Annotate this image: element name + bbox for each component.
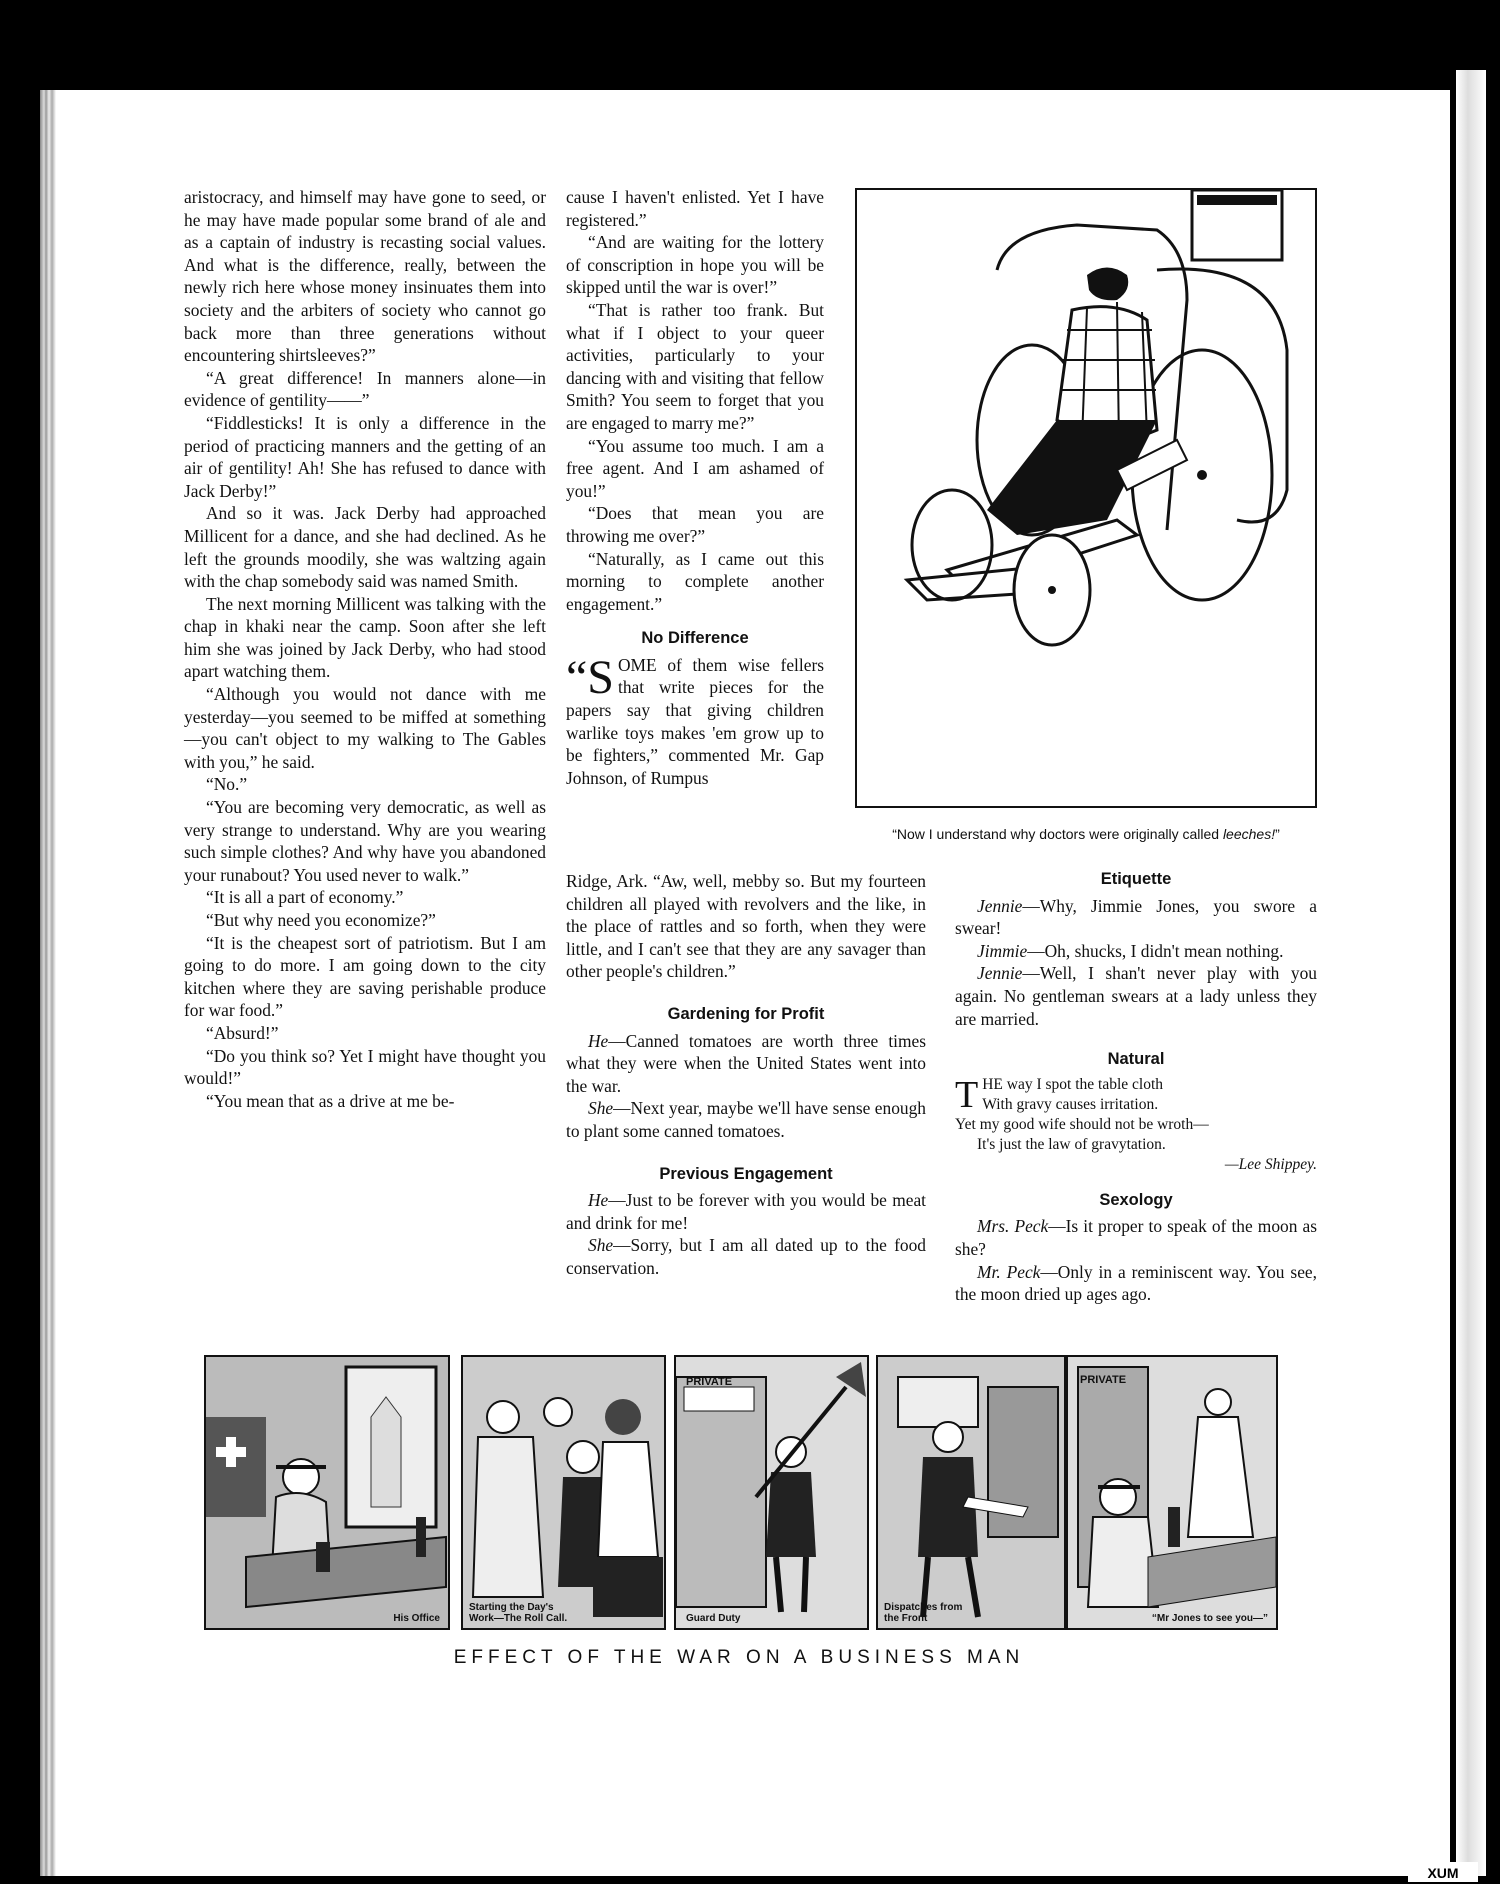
- poem-line: It's just the law of gravytation.: [977, 1135, 1166, 1153]
- door-sign: PRIVATE: [686, 1376, 733, 1388]
- paragraph: “But why need you economize?”: [206, 910, 436, 930]
- paragraph: “A great difference! In manners alone—in evidence of gentility——”: [184, 367, 546, 411]
- speaker: She: [588, 1098, 614, 1119]
- dialogue-line: [566, 1189, 926, 1234]
- speaker: She: [588, 1235, 614, 1256]
- panel-label: Starting the Day's Work—The Roll Call.: [469, 1602, 568, 1624]
- speaker: Jimmie: [977, 940, 1028, 961]
- speaker: Jennie: [977, 895, 1023, 916]
- panel-label: Guard Duty: [686, 1613, 741, 1624]
- poem-signature: —Lee Shippey.: [1224, 1155, 1317, 1173]
- strip-title: EFFECT OF THE WAR ON A BUSINESS MAN: [453, 1647, 1025, 1668]
- panel-label: “Mr Jones to see you—”: [1151, 1613, 1268, 1624]
- dialogue-line: [566, 1030, 926, 1098]
- illustration-caption: [855, 826, 1317, 842]
- strip-panel-5: [1066, 1355, 1278, 1630]
- drop-cap: “S: [566, 650, 614, 704]
- panel-4-drawing: [878, 1357, 1064, 1628]
- paragraph: The next morning Millicent was talking with the chap in khaki near the camp. Soon after she left him she was joined by Jack Derby, who had stood apart watching them.: [184, 593, 546, 682]
- paragraph: “Absurd!”: [206, 1022, 279, 1043]
- paragraph: “And are waiting for the lottery of conscription in hope you will be skipped until the war is over!”: [566, 232, 824, 298]
- watermark: comicbooks.com: [1226, 1818, 1442, 1848]
- heading-gardening: Gardening for Profit: [667, 1004, 825, 1023]
- paragraph: “You assume too much. I am a free agent. And I am ashamed of you!”: [566, 435, 824, 501]
- paragraph: “Fiddlesticks! It is only a difference in the period of practicing manners and the getting of an air of gentility! Ah! She has refused to dance with Jack Derby!”: [184, 412, 546, 501]
- column-3: [955, 868, 1317, 1306]
- line-text: —Is it proper to speak of the moon as she?: [955, 1216, 1317, 1259]
- paragraph: “It is all a part of economy.”: [206, 887, 404, 908]
- paragraph: And so it was. Jack Derby had approached Millicent for a dance, and she had declined. As he left the grounds moodily, she was waltzing again with the chap somebody said was named Smith.: [184, 503, 546, 592]
- dialogue-line: [955, 962, 1317, 1030]
- caption-text: “Now I understand why doctors were originally called: [892, 826, 1223, 842]
- cartoon-illustration: [855, 188, 1317, 808]
- line-text: —Next year, maybe we'll have sense enough to plant some canned tomatoes.: [566, 1098, 926, 1141]
- panel-label: His Office: [393, 1613, 440, 1624]
- paragraph: Ridge, Ark. “Aw, well, mebby so. But my fourteen children all played with revolvers and the like, in the place of rattles and so forth, when they were little, and I can't see that they are any savager than other people's children.”: [566, 871, 926, 982]
- book-spine: [40, 90, 56, 1876]
- caption-end: ”: [1275, 826, 1280, 842]
- line-text: —Just to be forever with you would be meat and drink for me!: [566, 1190, 926, 1233]
- line-text: —Why, Jimmie Jones, you swore a swear!: [955, 895, 1317, 939]
- dialogue-line: [955, 1261, 1317, 1306]
- paragraph: “Naturally, as I came out this morning to complete another engagement.”: [566, 548, 824, 614]
- wheelchair-drawing: [857, 190, 1314, 805]
- heading-natural: Natural: [1107, 1050, 1165, 1069]
- speaker: Mr. Peck: [977, 1261, 1041, 1282]
- paragraph: “That is rather too frank. But what if I object to your queer activities, particularly to your dancing with and visiting that fellow Smith? You seem to forget that you are engaged to marry me?”: [566, 299, 824, 433]
- strip-panel-1: [204, 1355, 450, 1630]
- strip-panel-2: [461, 1355, 666, 1630]
- dialogue-line: [566, 1234, 926, 1279]
- paragraph: “Although you would not dance with me yesterday—you seemed to be miffed at something—you can't object to my walking to The Gables with you,” he said.: [184, 684, 546, 772]
- column-1: [184, 186, 546, 1112]
- drop-cap: T: [955, 1073, 979, 1116]
- poem-line: Yet my good wife should not be wroth—: [955, 1115, 1209, 1133]
- paragraph-text: OME of them wise fellers that write pieces for the papers say that giving children warlike toys makes 'em grow up to be fighters,” commented Mr. Gap Johnson, of Rumpus: [566, 654, 824, 788]
- dialogue-line: [955, 895, 1317, 940]
- poem-line: With gravy causes irritation.: [982, 1095, 1159, 1113]
- heading-etiquette: Etiquette: [1100, 870, 1172, 888]
- dialogue-line: [955, 1215, 1317, 1260]
- paragraph: [566, 650, 824, 790]
- caption-italic: leeches!: [1222, 826, 1276, 842]
- line-text: —Well, I shan't never play with you again. No gentleman swears at a lady unless they are married.: [955, 963, 1317, 1029]
- next-page-edge: [1456, 70, 1486, 1876]
- heading-no-difference: No Difference: [641, 629, 749, 648]
- panel-label: Dispatches from the Front: [884, 1602, 963, 1624]
- line-text: —Canned tomatoes are worth three times what they were when the United States went into the war.: [566, 1030, 926, 1096]
- line-text: —Sorry, but I am all dated up to the food conservation.: [566, 1235, 926, 1278]
- poem-natural: [955, 1075, 1317, 1175]
- heading-previous-engagement: Previous Engagement: [659, 1164, 833, 1183]
- corner-badge: XUM: [1408, 1862, 1478, 1882]
- panel-1-drawing: [206, 1357, 448, 1628]
- paragraph: “Do you think so? Yet I might have thought you would!”: [184, 1045, 546, 1089]
- line-text: —Oh, shucks, I didn't mean nothing.: [1027, 940, 1284, 961]
- column-2-lower: [566, 870, 926, 1280]
- line-text: —Only in a reminiscent way. You see, the moon dried up ages ago.: [955, 1261, 1317, 1305]
- panel-2-drawing: [463, 1357, 664, 1628]
- dialogue-line: [955, 940, 1317, 963]
- paragraph: cause I haven't enlisted. Yet I have registered.”: [566, 187, 824, 230]
- paragraph: “It is the cheapest sort of patriotism. But I am going to do more. I am going down to the city kitchen where they are saving perishable produce for war food.”: [184, 932, 546, 1021]
- heading-sexology: Sexology: [1099, 1190, 1173, 1209]
- strip-panel-4: [876, 1355, 1066, 1630]
- speaker: He: [588, 1030, 609, 1051]
- speaker: Jennie: [977, 963, 1023, 984]
- panel-5-drawing: [1068, 1357, 1276, 1628]
- paragraph: “You mean that as a drive at me be-: [206, 1090, 455, 1111]
- paragraph: “No.”: [206, 774, 248, 795]
- poem-text: HE way I spot the table cloth: [982, 1075, 1164, 1093]
- paragraph: aristocracy, and himself may have gone to seed, or he may have made popular some brand of ale and as a captain of industry is recasting social values. And what is the difference, really, between the newly rich here whose money insinuates them into society and the arbiters of society who cannot go back more than three generations without encountering shirtsleeves?”: [184, 187, 546, 366]
- paragraph: “Does that mean you are throwing me over?”: [566, 503, 824, 546]
- strip-panel-3: [674, 1355, 869, 1630]
- dialogue-line: [566, 1097, 926, 1142]
- speaker: Mrs. Peck: [977, 1216, 1049, 1237]
- paragraph: “You are becoming very democratic, as well as very strange to understand. Why are you wearing such simple clothes? And why have you abandoned your runabout? You used never to walk.”: [184, 797, 546, 885]
- column-2: [566, 186, 824, 789]
- speaker: He: [588, 1190, 609, 1211]
- panel-3-drawing: [676, 1357, 867, 1628]
- door-sign: PRIVATE: [1080, 1374, 1127, 1386]
